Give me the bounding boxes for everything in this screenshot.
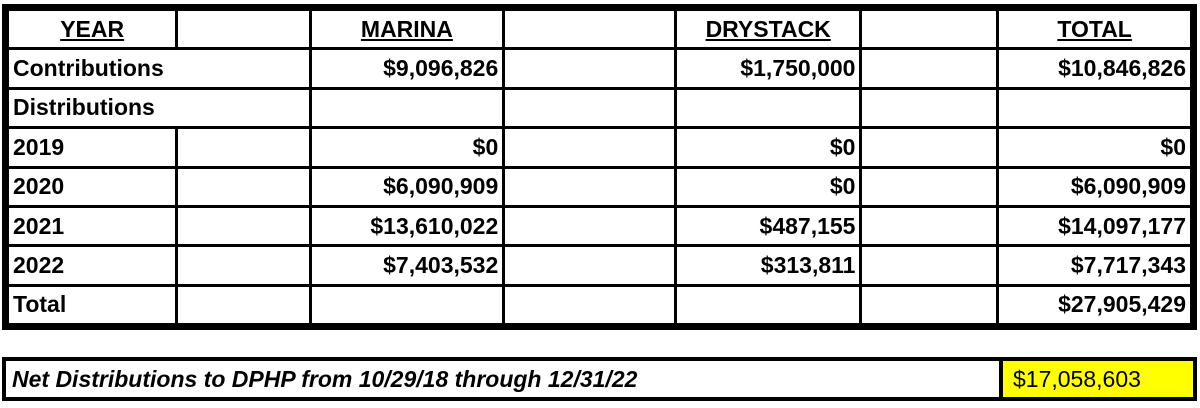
blank-cell [312,287,503,323]
header-blank [178,11,308,47]
blank-cell [312,90,503,126]
table-row [9,129,1190,165]
row-label: Contributions [9,50,309,86]
amount-cell: $9,096,826 [312,50,503,86]
blank-cell [862,287,996,323]
header-marina: MARINA [312,11,503,47]
blank-cell [505,287,674,323]
blank-cell [505,90,674,126]
amount-cell: $7,717,343 [999,247,1190,283]
header-blank [862,11,996,47]
blank-cell [178,169,308,205]
blank-cell [862,129,996,165]
net-distributions-label: Net Distributions to DPHP from 10/29/18 through 12/31/22 [6,361,999,397]
row-label: 2022 [9,247,175,283]
table-row [9,208,1190,244]
header-total: TOTAL [999,11,1190,47]
blank-cell [178,208,308,244]
blank-cell [862,208,996,244]
amount-cell: $0 [999,129,1190,165]
amount-cell: $0 [677,129,860,165]
blank-cell [677,90,860,126]
blank-cell [505,208,674,244]
table-row [9,90,1190,126]
amount-cell: $14,097,177 [999,208,1190,244]
amount-cell: $0 [312,129,503,165]
row-label: Distributions [9,90,309,126]
net-distributions-value: $17,058,603 [1003,361,1193,397]
table-row [9,287,1190,323]
blank-cell [999,90,1190,126]
amount-cell: $1,750,000 [677,50,860,86]
row-label: 2020 [9,169,175,205]
blank-cell [862,90,996,126]
amount-cell: $13,610,022 [312,208,503,244]
header-drystack: DRYSTACK [677,11,860,47]
table-row [9,50,1190,86]
row-label: Total [9,287,175,323]
amount-cell: $6,090,909 [999,169,1190,205]
table-row [9,247,1190,283]
blank-cell [178,129,308,165]
amount-cell: $0 [677,169,860,205]
header-blank [505,11,674,47]
row-label: 2021 [9,208,175,244]
blank-cell [178,247,308,283]
blank-cell [677,287,860,323]
blank-cell [505,129,674,165]
table-row [9,169,1190,205]
amount-cell: $6,090,909 [312,169,503,205]
row-label: 2019 [9,129,175,165]
net-distributions-bar [2,357,1197,401]
blank-cell [178,287,308,323]
blank-cell [505,169,674,205]
blank-cell [505,247,674,283]
header-year: YEAR [9,11,175,47]
blank-cell [862,50,996,86]
blank-cell [505,50,674,86]
amount-cell: $313,811 [677,247,860,283]
amount-cell: $10,846,826 [999,50,1190,86]
distribution-grid [6,8,1193,326]
distribution-table [2,4,1197,330]
blank-cell [862,169,996,205]
header-row [9,11,1190,47]
amount-cell: $27,905,429 [999,287,1190,323]
amount-cell: $487,155 [677,208,860,244]
amount-cell: $7,403,532 [312,247,503,283]
blank-cell [862,247,996,283]
